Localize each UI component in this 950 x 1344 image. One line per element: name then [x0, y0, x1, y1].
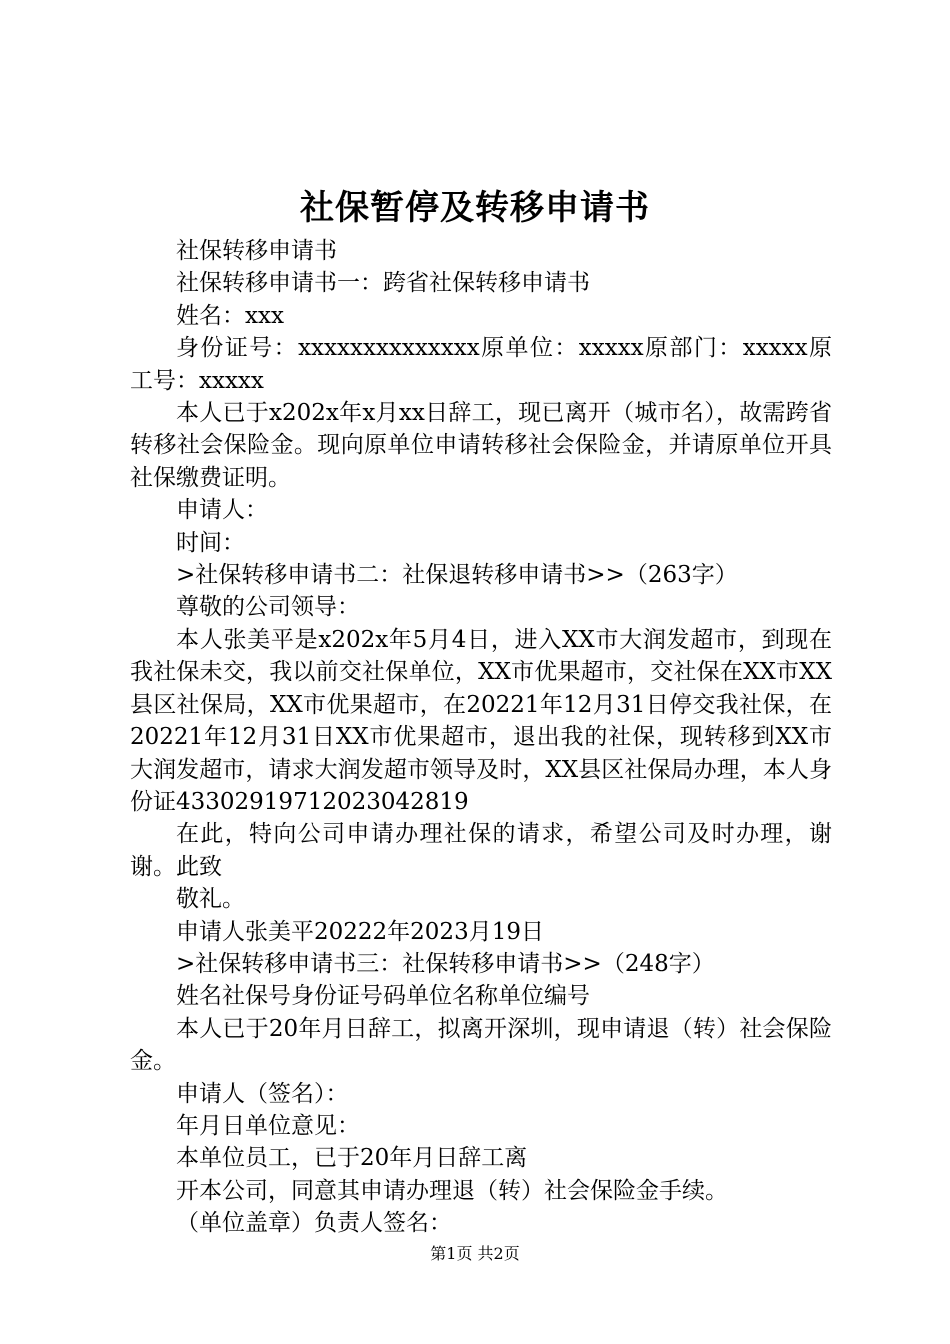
- paragraph: 申请人张美平20222年2023月19日: [176, 918, 544, 945]
- paragraph: 本人已于x202x年x月xx日辞工，现已离开（城市名），故需跨省转移社会保险金。现向原单位申请转移社会保险金，并请原单位开具社保缴费证明。: [130, 400, 832, 491]
- document-body: [130, 235, 832, 1240]
- paragraph: 本人已于20年月日辞工，拟离开深圳，现申请退（转）社会保险金。: [130, 1015, 832, 1075]
- paragraph: 申请人（签名）：: [176, 1080, 349, 1107]
- document-title: 社保暂停及转移申请书: [300, 188, 650, 228]
- paragraph: 申请人：: [176, 497, 268, 524]
- page-footer: 第1页 共2页: [430, 1244, 520, 1263]
- paragraph: 开本公司，同意其申请办理退（转）社会保险金手续。: [176, 1177, 728, 1204]
- paragraph: 本单位员工，已于20年月日辞工离: [176, 1145, 528, 1172]
- paragraph: 社保转移申请书: [176, 238, 337, 264]
- paragraph: 年月日单位意见：: [176, 1112, 360, 1139]
- paragraph: 时间：: [176, 529, 245, 556]
- paragraph: >社保转移申请书二：社保退转移申请书>>（263字）: [176, 562, 738, 589]
- paragraph: 姓名：xxx: [176, 302, 284, 329]
- paragraph: 本人张美平是x202x年5月4日，进入XX市大润发超市，到现在我社保未交，我以前交社保单位，XX市优果超市，交社保在XX市XX县区社保局，XX市优果超市，在20221年12月31日停交我社保，在20221年12月31日XX市优果超市，退出我的社保，现转移到XX市大润发超市，请求大润发超市领导及时，XX县区社保局办理，本人身份证43302919712023042819: [130, 626, 832, 815]
- paragraph: （单位盖章）负责人签名：: [176, 1210, 452, 1237]
- paragraph: 社保转移申请书一：跨省社保转移申请书: [176, 270, 590, 297]
- paragraph: 敬礼。: [176, 886, 245, 913]
- paragraph: 姓名社保号身份证号码单位名称单位编号: [176, 983, 590, 1010]
- paragraph: 尊敬的公司领导：: [176, 594, 360, 621]
- paragraph: >社保转移申请书三：社保转移申请书>>（248字）: [176, 950, 715, 977]
- paragraph: 身份证号：xxxxxxxxxxxxxx原单位：xxxxx原部门：xxxxx原工号：xxxxx: [130, 335, 832, 394]
- paragraph: 在此，特向公司申请办理社保的请求，希望公司及时办理，谢谢。此致: [130, 821, 832, 880]
